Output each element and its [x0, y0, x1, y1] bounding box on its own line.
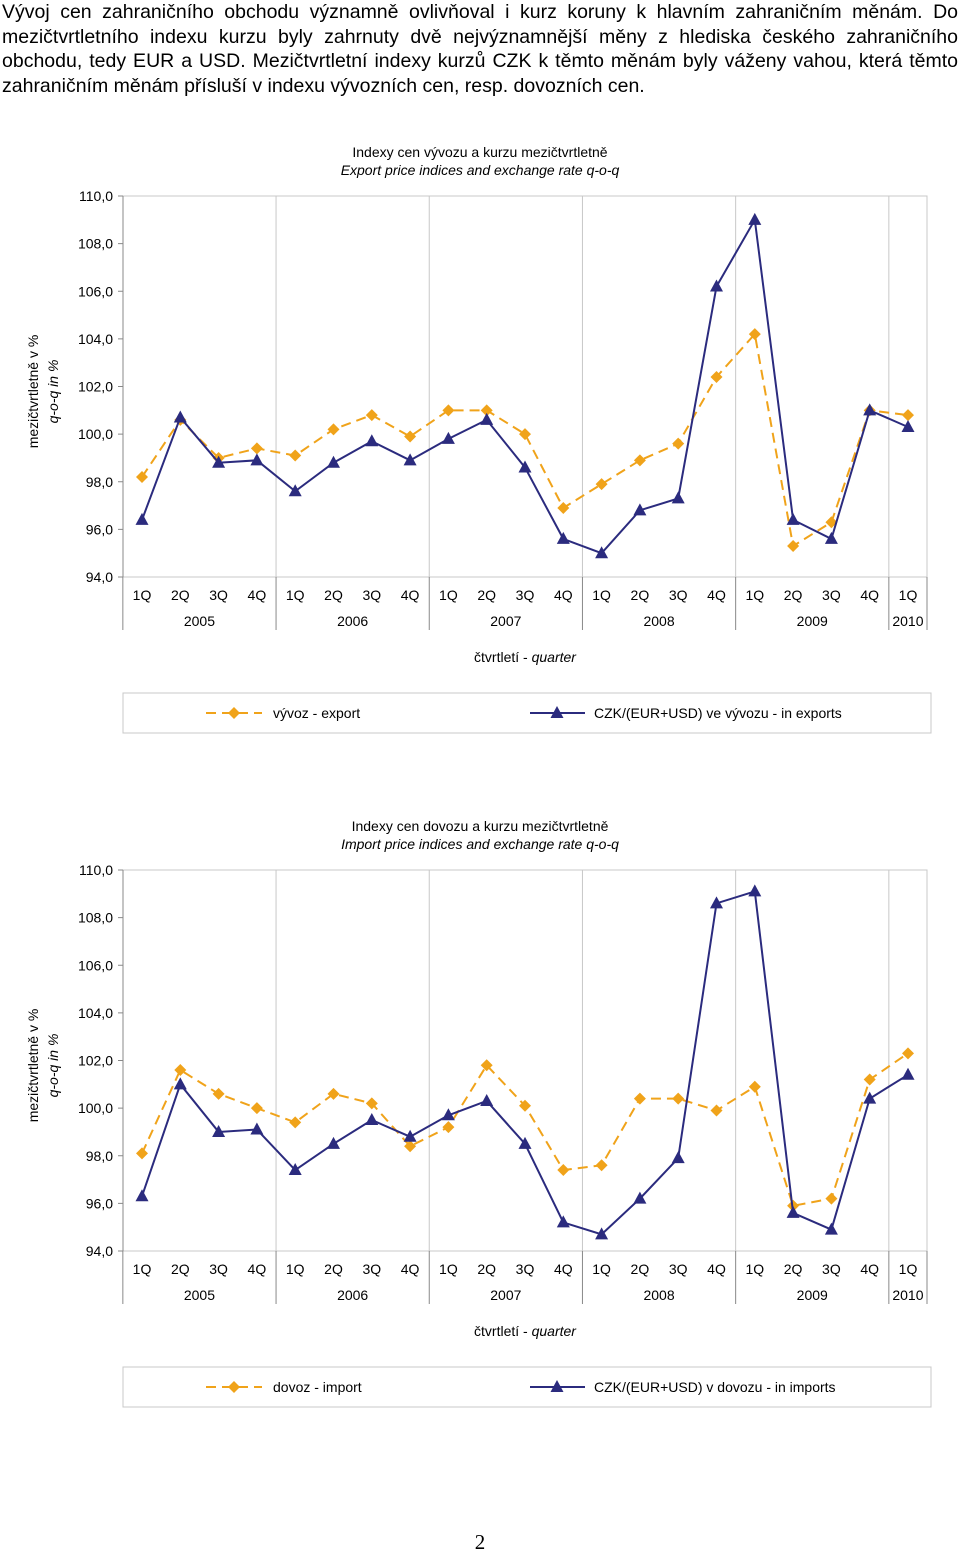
data-point-diamond [519, 428, 531, 440]
data-point-triangle [557, 532, 570, 544]
legend-label-price: dovoz - import [273, 1379, 362, 1395]
year-label: 2006 [337, 613, 369, 629]
x-tick-label: 4Q [247, 587, 267, 603]
chart-title: Indexy cen dovozu a kurzu mezičtvrtletně [351, 818, 609, 834]
x-tick-label: 2Q [170, 1261, 190, 1277]
y-tick-label: 102,0 [77, 1052, 113, 1069]
x-tick-label: 1Q [132, 1261, 152, 1277]
x-tick-label: 2Q [170, 587, 190, 603]
series-line [142, 891, 908, 1234]
data-point-diamond [404, 431, 416, 443]
page-number: 2 [474, 1530, 486, 1554]
data-point-diamond [711, 1105, 723, 1117]
data-point-triangle [404, 453, 417, 465]
data-point-triangle [787, 1206, 800, 1218]
x-axis-title: čtvrtletí - quarter [474, 1323, 576, 1339]
year-label: 2007 [490, 613, 522, 629]
x-tick-label: 4Q [860, 587, 880, 603]
year-label: 2010 [892, 613, 924, 629]
x-tick-label: 2Q [783, 587, 803, 603]
data-point-diamond [902, 409, 914, 421]
data-point-diamond [557, 1164, 569, 1176]
data-point-diamond [634, 1093, 646, 1105]
data-point-diamond [289, 450, 301, 462]
y-tick-label: 96,0 [85, 521, 113, 538]
legend [123, 1367, 931, 1407]
y-tick-label: 98,0 [85, 473, 113, 490]
x-tick-label: 3Q [362, 587, 382, 603]
x-tick-label: 2Q [630, 587, 650, 603]
y-axis-label-en: q-o-q in % [45, 1033, 61, 1098]
export-price-chart [0, 130, 960, 742]
y-tick-label: 102,0 [77, 378, 113, 395]
data-point-triangle [672, 491, 685, 503]
data-point-diamond [787, 540, 799, 552]
data-point-diamond [672, 1093, 684, 1105]
x-tick-label: 1Q [132, 587, 152, 603]
y-tick-label: 100,0 [77, 426, 113, 443]
year-label: 2005 [183, 1287, 216, 1303]
series-line [142, 220, 908, 553]
x-tick-label: 2Q [324, 587, 343, 603]
data-point-diamond [634, 454, 646, 466]
data-point-diamond [672, 438, 684, 450]
year-label: 2008 [643, 613, 675, 629]
x-tick-label: 3Q [822, 587, 841, 603]
data-point-triangle [250, 1123, 263, 1135]
x-tick-label: 1Q [898, 587, 918, 603]
x-tick-label: 1Q [285, 1261, 305, 1277]
year-label: 2009 [796, 1287, 828, 1303]
y-tick-label: 108,0 [77, 909, 113, 926]
year-label: 2007 [490, 1287, 522, 1303]
year-label: 2006 [337, 1287, 369, 1303]
x-tick-label: 1Q [439, 1261, 458, 1277]
data-point-triangle [710, 279, 723, 291]
y-tick-label: 110,0 [79, 862, 113, 878]
y-axis-label-cs: mezičtvrtletně v % [25, 334, 41, 449]
data-point-triangle [748, 213, 761, 225]
x-tick-label: 4Q [247, 1261, 267, 1277]
x-tick-label: 4Q [400, 1261, 420, 1277]
x-tick-label: 1Q [439, 587, 458, 603]
data-point-diamond [596, 478, 608, 490]
y-axis-label-en: q-o-q in % [45, 359, 61, 424]
x-tick-label: 1Q [898, 1261, 918, 1277]
data-point-triangle [136, 1189, 149, 1201]
x-tick-label: 4Q [707, 1261, 726, 1277]
year-label: 2010 [892, 1287, 924, 1303]
data-point-triangle [365, 1113, 378, 1125]
data-point-triangle [748, 884, 761, 896]
x-tick-label: 1Q [745, 1261, 765, 1277]
x-tick-label: 1Q [745, 587, 765, 603]
x-tick-label: 2Q [630, 1261, 650, 1277]
data-point-triangle [174, 410, 187, 422]
x-axis-title: čtvrtletí - quarter [474, 649, 576, 665]
data-point-diamond [864, 1074, 876, 1086]
y-tick-label: 94,0 [85, 569, 113, 585]
data-point-diamond [902, 1047, 914, 1059]
data-point-diamond [251, 442, 263, 454]
x-tick-label: 2Q [324, 1261, 343, 1277]
y-tick-label: 108,0 [77, 235, 113, 252]
data-point-triangle [327, 456, 340, 468]
data-point-diamond [596, 1159, 608, 1171]
y-tick-label: 94,0 [85, 1243, 113, 1259]
data-point-triangle [672, 1151, 685, 1163]
data-point-diamond [825, 1193, 837, 1205]
x-tick-label: 3Q [515, 1261, 535, 1277]
data-point-triangle [136, 513, 149, 525]
x-tick-label: 3Q [515, 587, 535, 603]
y-tick-label: 96,0 [85, 1195, 113, 1212]
x-tick-label: 4Q [860, 1261, 880, 1277]
data-point-diamond [328, 423, 340, 435]
series-price-index [136, 328, 914, 552]
data-point-triangle [250, 453, 263, 465]
data-point-diamond [213, 1088, 225, 1100]
x-tick-label: 3Q [209, 1261, 228, 1277]
data-point-diamond [136, 471, 148, 483]
chart-subtitle: Import price indices and exchange rate q-o-q [341, 836, 619, 852]
data-point-diamond [136, 1147, 148, 1159]
x-tick-label: 2Q [783, 1261, 803, 1277]
x-tick-label: 2Q [477, 587, 497, 603]
x-tick-label: 1Q [285, 587, 305, 603]
data-point-triangle [289, 484, 302, 496]
data-point-diamond [442, 404, 454, 416]
plot-frame [123, 870, 927, 1251]
x-tick-label: 4Q [707, 587, 726, 603]
year-label: 2008 [643, 1287, 675, 1303]
x-tick-label: 4Q [553, 1261, 573, 1277]
y-axis-label-cs: mezičtvrtletně v % [25, 1008, 41, 1123]
data-point-triangle [825, 532, 838, 544]
y-tick-label: 98,0 [85, 1147, 113, 1164]
data-point-triangle [327, 1137, 340, 1149]
series-exchange-rate [136, 213, 915, 558]
x-tick-label: 2Q [477, 1261, 497, 1277]
plot-frame [123, 196, 927, 577]
x-tick-label: 3Q [668, 1261, 688, 1277]
x-tick-label: 1Q [592, 1261, 611, 1277]
data-point-diamond [174, 1064, 186, 1076]
data-point-triangle [442, 432, 455, 444]
x-tick-label: 3Q [822, 1261, 841, 1277]
x-tick-label: 4Q [553, 587, 573, 603]
x-tick-label: 3Q [362, 1261, 382, 1277]
series-exchange-rate [136, 884, 915, 1239]
x-tick-label: 3Q [668, 587, 688, 603]
data-point-diamond [366, 409, 378, 421]
import-price-chart [0, 804, 960, 1416]
legend-label-price: vývoz - export [273, 705, 361, 721]
y-tick-label: 104,0 [77, 330, 113, 347]
data-point-diamond [442, 1121, 454, 1133]
x-tick-label: 3Q [209, 587, 228, 603]
year-label: 2005 [183, 613, 216, 629]
legend-label-rate: CZK/(EUR+USD) v dovozu - in imports [594, 1379, 836, 1395]
data-point-diamond [251, 1102, 263, 1114]
y-tick-label: 106,0 [77, 283, 113, 300]
x-tick-label: 4Q [400, 587, 420, 603]
intro-paragraph: Vývoj cen zahraničního obchodu významně ovlivňoval i kurz koruny k hlavním zahraničním měnám. Do mezičtvrtletního indexu kurzu byly zahrnuty dvě nejvýznamnější měny z hlediska českého zahraničního obchodu, tedy EUR a USD. Mezičtvrtletní indexy kurzů CZK k těmto měnám byly váženy vahou, která těmto zahraničním měnám přísluší v indexu vývozních cen, resp. dovozních cen. [2, 1, 958, 97]
y-tick-label: 110,0 [79, 188, 113, 204]
data-point-diamond [749, 1081, 761, 1093]
chart-title: Indexy cen vývozu a kurzu mezičtvrtletně [352, 144, 608, 160]
data-point-triangle [902, 1068, 915, 1080]
data-point-triangle [557, 1215, 570, 1227]
data-point-triangle [480, 1094, 493, 1106]
x-tick-label: 1Q [592, 587, 611, 603]
y-tick-label: 106,0 [77, 957, 113, 974]
legend-label-rate: CZK/(EUR+USD) ve vývozu - in exports [594, 705, 842, 721]
data-point-triangle [480, 413, 493, 425]
data-point-triangle [365, 434, 378, 446]
year-label: 2009 [796, 613, 828, 629]
y-tick-label: 100,0 [77, 1100, 113, 1117]
chart-subtitle: Export price indices and exchange rate q-o-q [340, 162, 620, 178]
legend [123, 693, 931, 733]
y-tick-label: 104,0 [77, 1004, 113, 1021]
data-point-diamond [557, 502, 569, 514]
